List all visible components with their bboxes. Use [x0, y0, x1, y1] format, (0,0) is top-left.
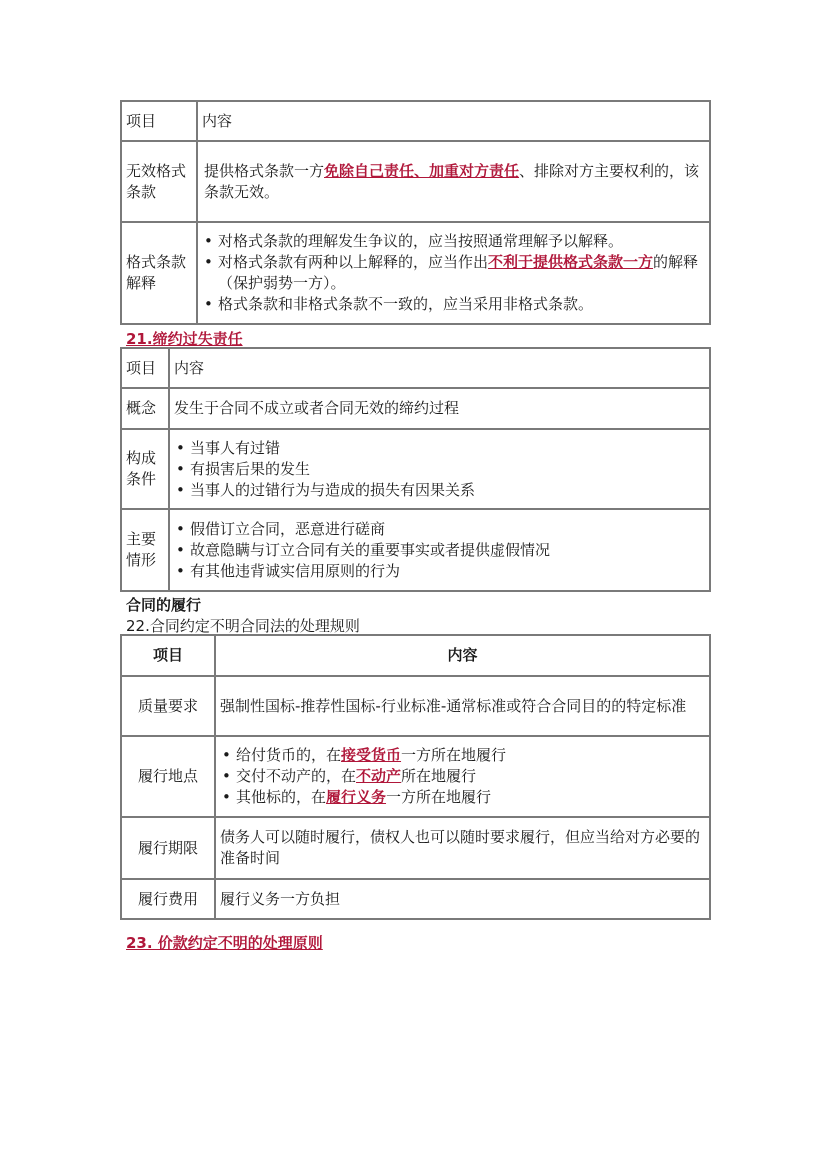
list-item: • 有其他违背诚实信用原则的行为 — [174, 561, 705, 582]
row-content-cost: 履行义务一方负担 — [215, 879, 710, 919]
section-23-title: 23. 价款约定不明的处理原则 — [126, 934, 323, 952]
row-content-concept: 发生于合同不成立或者合同无效的缔约过程 — [169, 388, 710, 429]
row-label-clause-interpretation: 格式条款解释 — [121, 222, 197, 324]
row-label-place: 履行地点 — [121, 736, 215, 817]
row-content-cases — [169, 509, 710, 591]
row-content-clause-interpretation — [197, 222, 710, 324]
row-label-invalid-clause: 无效格式条款 — [121, 141, 197, 222]
header-content: 内容 — [169, 348, 710, 388]
list-item: • 交付不动产的，在不动产所在地履行 — [220, 766, 705, 787]
section-21-title: 21.缔约过失责任 — [126, 330, 243, 348]
ambiguous-terms-table — [120, 634, 711, 920]
section-performance-title: 合同的履行 — [126, 596, 202, 614]
section-22-title: 22.合同约定不明合同法的处理规则 — [126, 617, 360, 635]
row-label-cases: 主要情形 — [121, 509, 169, 591]
row-content-invalid-clause: 提供格式条款一方免除自己责任、加重对方责任、排除对方主要权利的，该条款无效。 — [197, 141, 710, 222]
header-item: 项目 — [121, 635, 215, 676]
list-item: • 故意隐瞒与订立合同有关的重要事实或者提供虚假情况 — [174, 540, 705, 561]
contract-fault-table — [120, 347, 711, 592]
header-content: 内容 — [215, 635, 710, 676]
list-item: • 给付货币的，在接受货币一方所在地履行 — [220, 745, 705, 766]
row-content-period: 债务人可以随时履行，债权人也可以随时要求履行，但应当给对方必要的准备时间 — [215, 817, 710, 879]
list-item: • 对格式条款的理解发生争议的，应当按照通常理解予以解释。 — [202, 231, 705, 252]
row-label-quality: 质量要求 — [121, 676, 215, 736]
list-item: • 假借订立合同，恶意进行磋商 — [174, 519, 705, 540]
header-item: 项目 — [121, 101, 197, 141]
format-clause-table — [120, 100, 711, 325]
list-item: • 对格式条款有两种以上解释的，应当作出不利于提供格式条款一方的解释（保护弱势一方）。 — [202, 252, 705, 294]
row-label-conditions: 构成条件 — [121, 429, 169, 509]
row-content-conditions — [169, 429, 710, 509]
row-label-cost: 履行费用 — [121, 879, 215, 919]
list-item: • 当事人有过错 — [174, 438, 705, 459]
row-label-concept: 概念 — [121, 388, 169, 429]
row-content-place — [215, 736, 710, 817]
list-item: • 当事人的过错行为与造成的损失有因果关系 — [174, 480, 705, 501]
list-item: • 有损害后果的发生 — [174, 459, 705, 480]
header-content: 内容 — [197, 101, 710, 141]
row-label-period: 履行期限 — [121, 817, 215, 879]
list-item: • 格式条款和非格式条款不一致的，应当采用非格式条款。 — [202, 294, 705, 315]
header-item: 项目 — [121, 348, 169, 388]
list-item: • 其他标的，在履行义务一方所在地履行 — [220, 787, 705, 808]
row-content-quality: 强制性国标-推荐性国标-行业标准-通常标准或符合合同目的的特定标准 — [215, 676, 710, 736]
